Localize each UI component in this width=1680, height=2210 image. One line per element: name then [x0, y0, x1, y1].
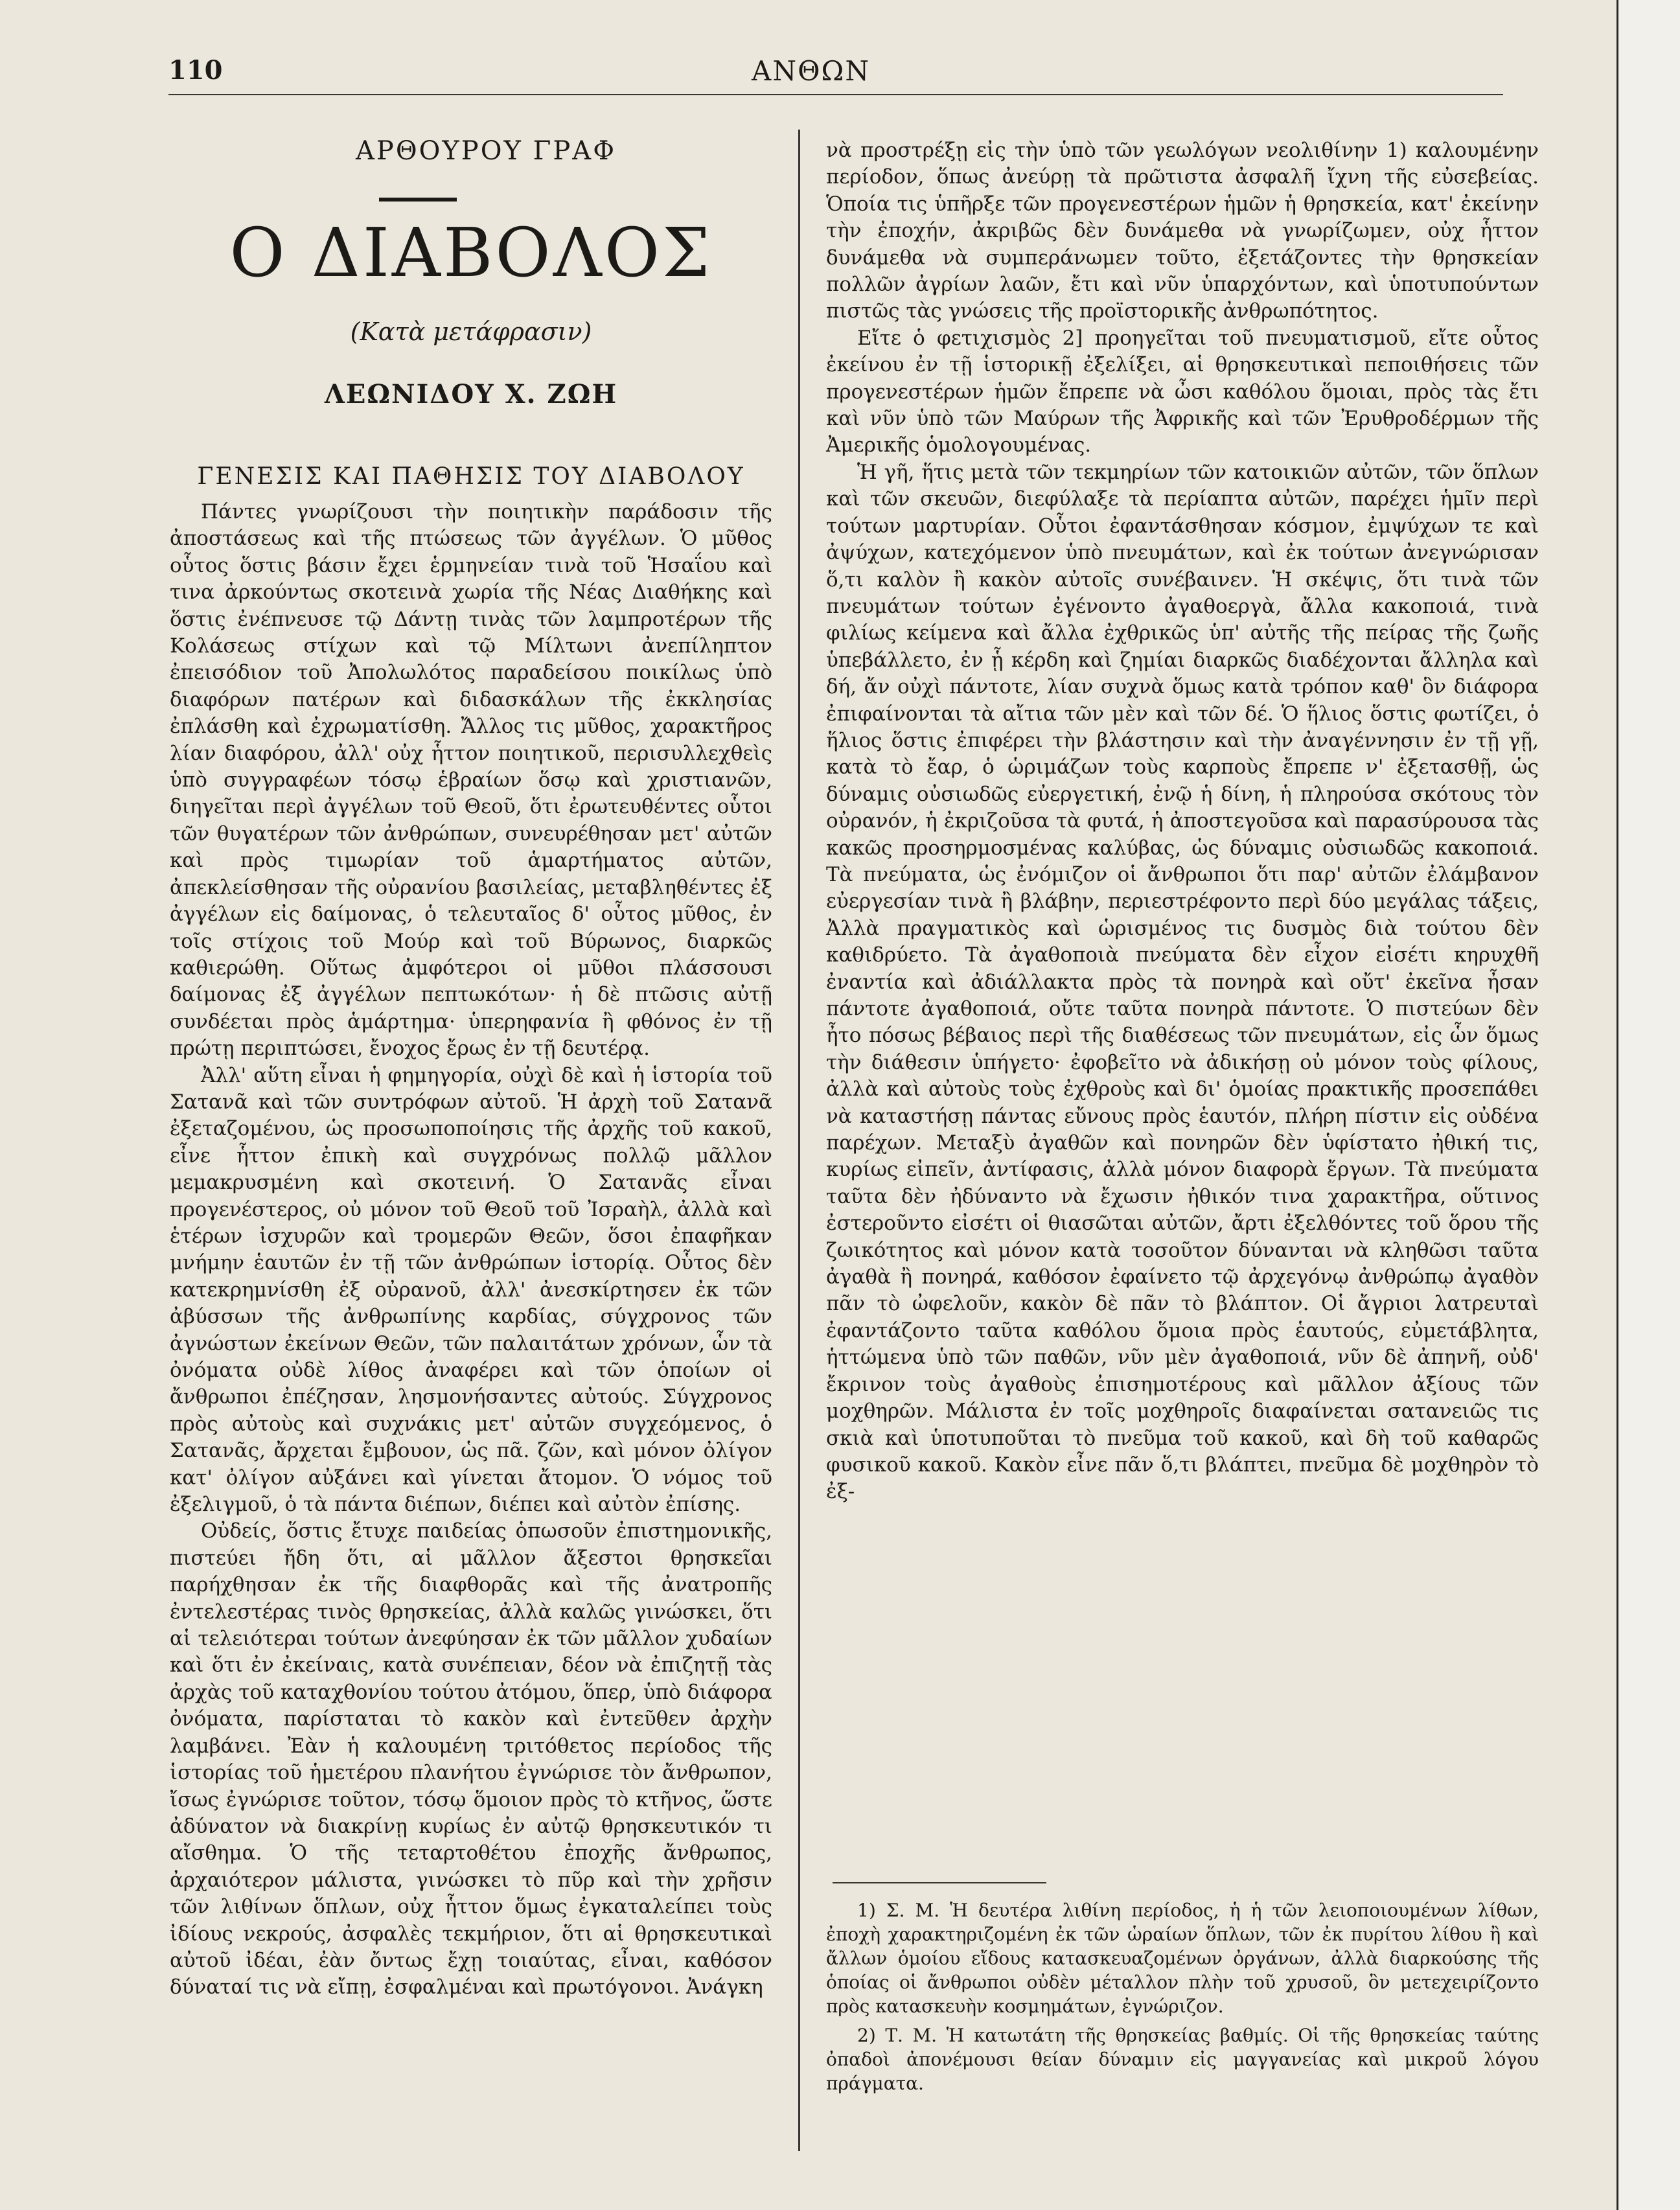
footnote-divider	[833, 1882, 1046, 1883]
footnote: 2) Τ. Μ. Ἡ κατωτάτη τῆς θρησκείας βαθμίς. Οἱ τῆς θρησκείας ταύτης ὀπαδοὶ ἀπονέμουσι θείαν δύναμιν εἰς μαγγανείας καὶ μικροῦ λόγου πράγματα.	[826, 2025, 1539, 2094]
left-paragraph: Οὐδείς, ὅστις ἔτυχε παιδείας ὁπωσοῦν ἐπιστημονικῆς, πιστεύει ἤδη ὅτι, αἱ μᾶλλον ἄξεστοι θρησκεῖαι παρήχθησαν ἐκ τῆς διαφθορᾶς καὶ τῆς ἀνατροπῆς ἐντελεστέρας τινὸς θρησκείας, ἀλλὰ καλῶς γινώσκει, ὅτι αἱ τελειότεραι τούτων ἀνεφύησαν ἐκ τῶν μᾶλλον χυδαίων καὶ ὅτι ἐν ἐκείναις, κατὰ συνέπειαν, δέον νὰ ἐπιζητῇ τὰς ἀρχὰς τοῦ καταχθονίου τούτου ἀτόμου, ὅπερ, ὑπὸ διάφορα ὀνόματα, παρίσταται τὸ κακὸν καὶ ἐντεῦθεν ἀρχὴν λαμβάνει. Ἐὰν ἡ καλουμένη τριτόθετος περίοδος τῆς ἱστορίας τοῦ ἡμετέρου πλανήτου ἐγνώρισε τὸν ἄνθρωπον, ἴσως ἐγνώρισε τοῦτον, τόσῳ ὅμοιον πρὸς τὸ κτῆνος, ὥστε ἀδύνατον νὰ διακρίνῃ κυρίως ἐν αὐτῷ θρησκευτικόν τι αἴσθημα. Ὁ τῆς τεταρτοθέτου ἐποχῆς ἄνθρωπος, ἀρχαιότερον μάλιστα, γινώσκει τὸ πῦρ καὶ τὴν χρῆσιν τῶν λιθίνων ὅπλων, οὐχ ἧττον ὅμως ἐγκαταλείπει τοὺς ἰδίους νεκρούς, ἀσφαλὲς τεκμήριον, ὅτι αἱ θρησκευτικαὶ αὐτοῦ ἰδέαι, ἐὰν ὄντως ἔχῃ τοιαύτας, εἶναι, καθόσον δύναταί τις νὰ εἴπῃ, ἐσφαλμέναι καὶ πρωτόγονοι. Ἀνάγκη	[170, 1519, 772, 1999]
translation-note: (Κατὰ μετάφρασιν)	[350, 317, 592, 346]
translator-name: ΛΕΩΝΙΔΟΥ Χ. ΖΩΗ	[324, 379, 618, 409]
column-divider	[798, 130, 800, 2151]
right-column	[826, 137, 1539, 1506]
page-header	[168, 55, 1503, 95]
footnote: 1) Σ. Μ. Ἡ δευτέρα λιθίνη περίοδος, ἡ ἡ τῶν λειοποιουμένων λίθων, ἐποχὴ χαρακτηριζομένη ἐκ τῶν ὡραίων ὅπλων, τῶν ἐκ πυρίτου λίθου ἢ καὶ ἄλλων ὁμοίου εἴδους κατασκευαζομένων ὀργάνων, ἀλλὰ διαρκούσης τῆς ὁποίας οἱ ἄνθρωποι οὐδὲν μέταλλον πλὴν τοῦ χρυσοῦ, ὃν μετεχειρίζοντο πρὸς κατασκευὴν κοσμημάτων, ἐγνώριζον.	[826, 1900, 1539, 2017]
left-column	[170, 499, 772, 2001]
right-paragraph: νὰ προστρέξῃ εἰς τὴν ὑπὸ τῶν γεωλόγων νεολιθίνην 1) καλουμένην περίοδον, ὅπως ἀνεύρῃ τὰ πρῶτιστα ἀσφαλῆ ἴχνη τῆς εὐσεβείας. Ὁποία τις ὑπῆρξε τῶν προγενεστέρων ἡμῶν ἡ θρησκεία, κατ' ἐκείνην τὴν ἐποχήν, ἀκριβῶς δὲν δυνάμεθα νὰ γνωρίζωμεν, οὐχ ἧττον δυνάμεθα νὰ συμπεράνωμεν τοῦτο, ἐξετάζοντες τὴν θρησκείαν πολλῶν ἀγρίων λαῶν, ἔτι καὶ νῦν ὑπαρχόντων, καὶ ὑποτυπούντων πιστῶς τὰς γνώσεις τῆς προϊστορικῆς ἀνθρωπότητος.	[826, 139, 1539, 323]
page-number: 110	[168, 55, 223, 86]
title-dash	[379, 198, 457, 201]
adjacent-page-edge	[1617, 0, 1680, 2210]
left-paragraph: Πάντες γνωρίζουσι τὴν ποιητικὴν παράδοσιν τῆς ἀποστάσεως καὶ τῆς πτώσεως τῶν ἀγγέλων. Ὁ μῦθος οὗτος ὅστις βάσιν ἔχει ἑρμηνείαν τινὰ τοῦ Ἡσαΐου καὶ τινα ἀρκούντως σκοτεινὰ χωρία τῆς Νέας Διαθήκης καὶ ὅστις ἐνέπνευσε τῷ Δάντῃ τινὰς τῶν λαμπροτέρων τῆς Κολάσεως στίχων καὶ τῷ Μίλτωνι ἀνεπίληπτον ἐπεισόδιον τοῦ Ἀπολωλότος παραδείσου ποικίλως ὑπὸ διαφόρων πατέρων καὶ διδασκάλων τῆς ἐκκλησίας ἐπλάσθη καὶ ἐχρωματίσθη. Ἄλλος τις μῦθος, χαρακτῆρος λίαν διαφόρου, ἀλλ' οὐχ ἧττον ποιητικοῦ, περισυλλεχθεὶς ὑπὸ συγγραφέων τόσῳ ἑβραίων ὅσῳ καὶ χριστιανῶν, διηγεῖται περὶ ἀγγέλων τοῦ Θεοῦ, ὅτι ἐρωτευθέντες οὗτοι τῶν θυγατέρων τῶν ἀνθρώπων, συνευρέθησαν μετ' αὐτῶν καὶ πρὸς τιμωρίαν τοῦ ἁμαρτήματος αὐτῶν, ἀπεκλείσθησαν τῆς οὐρανίου βασιλείας, μεταβληθέντες ἐξ ἀγγέλων εἰς δαίμονας, ὁ τελευταῖος δ' οὗτος μῦθος, ἐν τοῖς στίχοις τοῦ Μούρ καὶ τοῦ Βύρωνος, διαρκῶς καθιερώθη. Οὕτως ἀμφότεροι οἱ μῦθοι πλάσσουσι δαίμονας ἐξ ἀγγέλων πεπτωκότων· ἡ δὲ πτῶσις αὐτῇ συνδέεται πρὸς ἁμάρτημα· ὑπερηφανία ἢ φθόνος ἐν τῇ πρώτῃ περιπτώσει, ἔνοχος ἔρως ἐν τῇ δευτέρᾳ.	[170, 500, 772, 1061]
running-head: ΑΝΘΩΝ	[752, 55, 871, 87]
section-heading: ΓΕΝΕΣΙΣ ΚΑΙ ΠΑΘΗΣΙΣ ΤΟΥ ΔΙΑΒΟΛΟΥ	[197, 463, 745, 490]
footnotes	[826, 1898, 1539, 2101]
right-paragraph: Ἡ γῆ, ἥτις μετὰ τῶν τεκμηρίων τῶν κατοικιῶν αὐτῶν, τῶν ὅπλων καὶ τῶν σκευῶν, διεφύλαξε τὰ περίαπτα αὐτῶν, παρέχει ἡμῖν περὶ τούτων μαρτυρίαν. Οὗτοι ἐφαντάσθησαν κόσμον, ἐμψύχων τε καὶ ἀψύχων, κατεχόμενον ὑπὸ πνευμάτων, καὶ ἐκ τούτων ἀνεγνώρισαν ὅ,τι καλὸν ἢ κακὸν αὐτοῖς συνέβαινεν. Ἡ σκέψις, ὅτι τινὰ τῶν πνευμάτων τούτων ἐγένοντο ἀγαθοεργὰ, ἄλλα κακοποιά, τινὰ φιλίως κείμενα καὶ ἄλλα ἐχθρικῶς ὑπ' αὐτῆς τῆς πείρας τῆς ζωῆς ὑπεβάλλετο, ἐν ᾗ κέρδη καὶ ζημίαι διαρκῶς διαδέχονται ἄλληλα καὶ δή, ἄν οὐχὶ πάντοτε, λίαν συχνὰ ὅμως κατὰ τρόπον καθ' ὃν διάφορα ἐπιφαίνονται τὰ αἴτια τῶν μὲν καὶ τῶν δέ. Ὁ ἥλιος ὅστις φωτίζει, ὁ ἥλιος ὅστις ἐπιφέρει τὴν βλάστησιν καὶ τὴν ἀναγέννησιν ἐν τῇ γῇ, κατὰ τὸ ἔαρ, ὁ ὡριμάζων τοὺς καρποὺς ἔπρεπε ν' ἐξετασθῇ, ὡς δύναμις οὐσιωδῶς εὐεργετική, ἐνῷ ἡ δίνη, ἡ πληρούσα σκότους τὸν οὐρανόν, ἡ ἐκριζοῦσα τὰ φυτά, ἡ ἀποστεγοῦσα καὶ παρασύρουσα τὰς κακῶς προσηρμοσμένας καλύβας, ὡς δύναμις οὐσιωδῶς κακοποιά. Τὰ πνεύματα, ὡς ἐνόμιζον οἱ ἄνθρωποι ὅτι παρ' αὐτῶν ἐλάμβανον εὐεργεσίαν τινὰ ἢ βλάβην, περιεστρέφοντο περὶ δύο μεγάλας τάξεις, Ἀλλὰ πραγματικὸς καὶ ὡρισμένος τις δυσμὸς διὰ τούτου δὲν καθιδρύετο. Τὰ ἀγαθοποιὰ πνεύματα δὲν εἶχον εἰσέτι κηρυχθῆ ἐναντία καὶ ἀδιάλλακτα πρὸς τὰ πονηρὰ καὶ οὔτ' ἐκεῖνα ἦσαν πάντοτε ἀγαθοποιά, οὔτε ταῦτα πονηρὰ πάντοτε. Ὁ πιστεύων δὲν ἦτο πόσως βέβαιος περὶ τῆς διαθέσεως τῶν πνευμάτων, εἰς ὧν ὅμως τὴν διάθεσιν ὑπήγετο· ἐφοβεῖτο νὰ ἀδικήσῃ οὐ μόνον τοὺς φίλους, ἀλλὰ καὶ αὐτοὺς τοὺς ἐχθροὺς καὶ δι' ὁμοίας πρακτικῆς προσεπάθει νὰ καταστήσῃ πάντας εὔνους πρὸς ἑαυτόν, πλήρη πίστιν εἰς οὐδένα παρέχων. Μεταξὺ ἀγαθῶν καὶ πονηρῶν δὲν ὑφίστατο ἠθική τις, κυρίως εἰπεῖν, ἀντίφασις, ἀλλὰ μόνον διαφορὰ ἔργων. Τὰ πνεύματα ταῦτα δὲν ἠδύναντο νὰ ἔχωσιν ἠθικόν τινα χαρακτῆρα, οὕτινος ἐστεροῦντο εἰσέτι οἱ θιασῶται αὐτῶν, ἄρτι ἐξελθόντες τοῦ ὅρου τῆς ζωικότητος καὶ μόνον κατὰ τοσοῦτον δύνανται νὰ κληθῶσι ταῦτα ἀγαθὰ ἢ πονηρά, καθόσον ἐφαίνετο τῷ ἀρχεγόνῳ ἀνθρώπῳ ἀγαθὸν πᾶν τὸ ὠφελοῦν, κακὸν δὲ πᾶν τὸ βλάπτον. Οἱ ἄγριοι λατρευταὶ ἐφαντάζοντο ταῦτα καθόλου ὅμοια πρὸς ἑαυτούς, εὐμετάβλητα, ἡττώμενα ὑπὸ τῶν παθῶν, νῦν μὲν ἀγαθοποιά, νῦν δὲ ἀπηνῆ, οὐδ' ἔκρινον τοὺς ἀγαθοὺς ἐπισημοτέρους καὶ μᾶλλον ἀξίους τῶν μοχθηρῶν. Μάλιστα ἐν τοῖς μοχθηροῖς διαφαίνεται σατανειῶς τις σκιὰ καὶ ὑποτυποῦται τὸ πνεῦμα τοῦ κακοῦ, καὶ δὴ τοῦ καθαρῶς φυσικοῦ κακοῦ. Κακὸν εἶνε πᾶν ὅ,τι βλάπτει, πνεῦμα δὲ μοχθηρὸν τὸ ἐξ-	[826, 460, 1539, 1504]
author-name: ΑΡΘΟΥΡΟΥ ΓΡΑΦ	[356, 136, 616, 166]
article-title: Ο ΔΙΑΒΟΛΟΣ	[229, 213, 713, 292]
left-paragraph: Ἀλλ' αὕτη εἶναι ἡ φημηγορία, οὐχὶ δὲ καὶ ἡ ἱστορία τοῦ Σατανᾶ καὶ τῶν συντρόφων αὐτοῦ. Ἡ ἀρχὴ τοῦ Σατανᾶ ἐξεταζομένου, ὡς προσωποποίησις τῆς ἀρχῆς τοῦ κακοῦ, εἶνε ἧττον ἐπικὴ καὶ συγχρόνως πολλῷ μᾶλλον μεμακρυσμένη καὶ σκοτεινή. Ὁ Σατανᾶς εἶναι προγενέστερος, οὐ μόνον τοῦ Θεοῦ τοῦ Ἰσραὴλ, ἀλλὰ καὶ ἑτέρων ἰσχυρῶν καὶ τρομερῶν Θεῶν, ὅσοι ἐπαφῆκαν μνήμην ἑαυτῶν ἐν τῇ τῶν ἀνθρώπων ἱστορίᾳ. Οὗτος δὲν κατεκρημνίσθη ἐξ οὐρανοῦ, ἀλλ' ἀνεσκίρτησεν ἐκ τῶν ἀβύσσων τῆς ἀνθρωπίνης καρδίας, σύγχρονος τῶν ἀγνώστων ἐκείνων Θεῶν, τῶν παλαιτάτων χρόνων, ὧν τὰ ὀνόματα οὐδὲ λίθος ἀναφέρει καὶ τῶν ὁποίων οἱ ἄνθρωποι ἐπέζησαν, λησμονήσαντες αὐτούς. Σύγχρονος πρὸς αὐτοὺς καὶ συχνάκις μετ' αὐτῶν συγχεόμενος, ὁ Σατανᾶς, ἄρχεται ἔμβουον, ὡς πᾶ. ζῶν, καὶ μόνον ὀλίγον κατ' ὀλίγον αὐξάνει καὶ γίνεται ἄτομον. Ὁ νόμος τοῦ ἐξελιγμοῦ, ὁ τὰ πάντα διέπων, διέπει καὶ αὐτὸν ἐπίσης.	[170, 1063, 772, 1517]
right-paragraph: Εἴτε ὁ φετιχισμὸς 2] προηγεῖται τοῦ πνευματισμοῦ, εἴτε οὗτος ἐκείνου ἐν τῇ ἱστορικῇ ἐξελίξει, αἱ θρησκευτικαὶ πεποιθήσεις τῶν προγενεστέρων ἡμῶν ἔπρεπε νὰ ὦσι καθόλου ὅμοιαι, πρὸς τὰς ἔτι καὶ νῦν ὑπὸ τῶν Μαύρων τῆς Ἀφρικῆς καὶ τῶν Ἐρυθροδέρμων τῆς Ἀμερικῆς ὁμολογουμένας.	[826, 326, 1539, 457]
